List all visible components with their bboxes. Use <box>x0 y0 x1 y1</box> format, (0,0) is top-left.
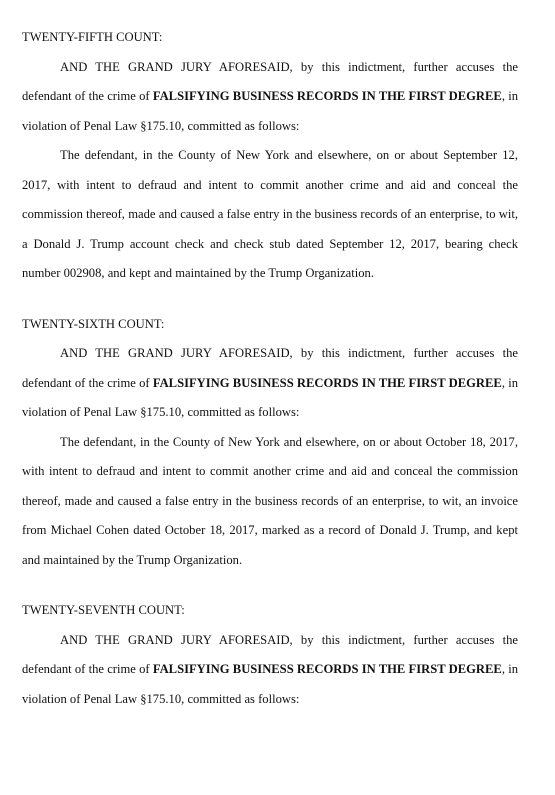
count-heading: TWENTY-SIXTH COUNT: <box>22 316 165 331</box>
count-heading: TWENTY-FIFTH COUNT: <box>22 30 163 44</box>
facts-paragraph: The defendant, in the County of New York and elsewhere, on or about September 12, 2017, with intent to defraud and intent to commit another crime and aid and conceal the commission thereof, made and caused a false entry in the business records of an enterprise, to wit, a Donald J. Trump account check and check stub dated September 12, 2017, bearing check number 002908, and kept and maintained by the Trump Organization. <box>22 148 518 280</box>
accusation-paragraph <box>22 339 518 428</box>
accusation-text: AND THE GRAND JURY AFORESAID, by this indictment, further accuses the defendant of the crime of <box>22 632 518 676</box>
charge-name: FALSIFYING BUSINESS RECORDS IN THE FIRST DEGREE <box>152 375 502 390</box>
accusation-text: AND THE GRAND JURY AFORESAID, by this indictment, further accuses the defendant of the crime of <box>22 59 518 103</box>
accusation-statute: , in violation of Penal Law §175.10, committed as follows: <box>22 89 518 133</box>
document-page <box>22 31 518 714</box>
charge-name: FALSIFYING BUSINESS RECORDS IN THE FIRST DEGREE <box>152 89 502 103</box>
accusation-statute: , in violation of Penal Law §175.10, committed as follows: <box>22 375 518 419</box>
charge-name: FALSIFYING BUSINESS RECORDS IN THE FIRST DEGREE <box>152 662 502 676</box>
facts-paragraph: The defendant, in the County of New York and elsewhere, on or about October 18, 2017, with intent to defraud and intent to commit another crime and aid and conceal the commission thereof, made and caused a false entry in the business records of an enterprise, to wit, an invoice from Michael Cohen dated October 18, 2017, marked as a record of Donald J. Trump, and kept and maintained by the Trump Organization. <box>22 434 518 567</box>
count-twenty-sixth <box>22 318 518 576</box>
accusation-statute: , in violation of Penal Law §175.10, committed as follows: <box>22 662 518 706</box>
count-twenty-seventh <box>22 604 518 714</box>
count-twenty-fifth <box>22 31 518 289</box>
accusation-text: AND THE GRAND JURY AFORESAID, by this indictment, further accuses the defendant of the crime of <box>22 346 518 390</box>
accusation-paragraph <box>22 626 518 715</box>
accusation-paragraph <box>22 53 518 142</box>
count-heading: TWENTY-SEVENTH COUNT: <box>22 603 185 617</box>
